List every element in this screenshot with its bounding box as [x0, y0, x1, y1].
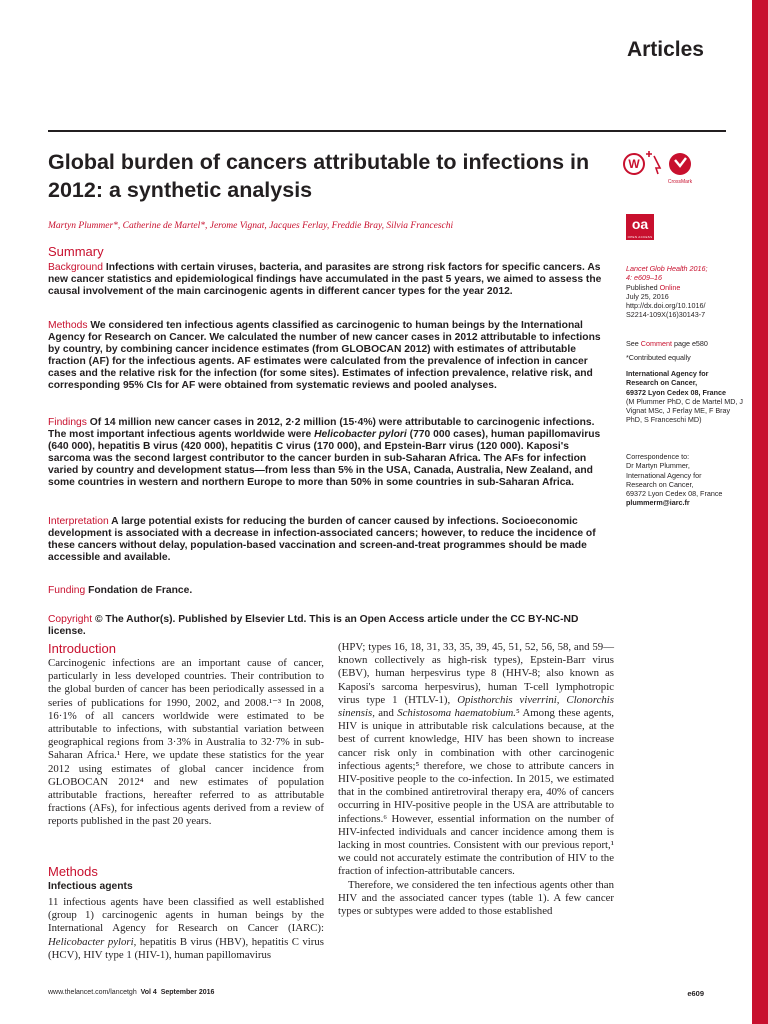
methods-heading: Methods: [48, 864, 98, 879]
summary-heading: Summary: [48, 244, 104, 259]
section-header: Articles: [626, 38, 704, 61]
methods-text: 11 infectious agents have been classified as well established (group 1) carcinogenic agents in human beings by the International Agency for Research on Cancer (IARC): Helicobacter pylori, hepatitis B virus (HBV), hepatitis C virus (HCV), HIV type 1 (HIV-1), human papillomavirus: [48, 896, 324, 961]
email-link[interactable]: plummerm@iarc.fr: [626, 498, 690, 508]
abstract-copyright: Copyright © The Author(s). Published by Elsevier Ltd. This is an Open Access article under the CC BY-NC-ND license.: [48, 614, 579, 638]
abstract-interpretation: Interpretation A large potential exists for reducing the burden of cancer caused by infections. Socioeconomic development is associated with a decrease in infection-associated cancers; however, to reduce the incidence of these cancers without delay, population-based vaccination and screen-and-treat programmes should be made accessible and available.: [48, 516, 596, 564]
abstract-methods: Methods We considered ten infectious agents classified as carcinogenic to human beings by the International Agency for Research on Cancer. We calculated the number of new cancer cases in 2012 attributable to infections by country, by combining cancer incidence estimates (from GLOBOCAN 2012) with estimates of attributable fraction (AF) for the infectious agents. AF estimates were calculated from the prevalence of infection in cancer cases and the relative risk for the infection (for some sites). Estimates of infection prevalence, relative risk, and corresponding 95% CIs for AF were obtained from systematic reviews and pooled analyses.: [48, 320, 601, 392]
online-link[interactable]: Online: [659, 282, 681, 292]
affiliation: International Agency for Research on Cancer, 69372 Lyon Cedex 08, France (M Plummer PhD, C de Martel MD, J Vignat MSc, J Ferlay ME, F Bray PhD, S Franceschi MD): [626, 369, 744, 425]
author-list: Martyn Plummer*, Catherine de Martel*, Jerome Vignat, Jacques Ferlay, Freddie Bray, Silvia Franceschi: [48, 221, 454, 231]
footer-journal-info: www.thelancet.com/lancetgh Vol 4 September 2016: [48, 989, 215, 996]
page-edge-bar: [752, 0, 768, 1024]
doi-link[interactable]: http://dx.doi.org/10.1016/: [626, 301, 706, 311]
infectious-agents-subheading: Infectious agents: [48, 881, 133, 892]
crossmark-label: CrossMark: [667, 179, 693, 185]
article-title: Global burden of cancers attributable to infections in 2012: a synthetic analysis: [48, 150, 590, 202]
introduction-text: Carcinogenic infections are an important cause of cancer, particularly in less developed countries. Their contribution to the global burden of cancer has been periodically assessed in a series of publications for 1990, 2002, and 2008.¹⁻³ In 2008, 16·1% of all cancers worldwide were estimated to be attributable to infections, with substantial variation between geographical regions from 3·3% in Australia to 32·7% in sub-Saharan Africa.¹ Here, we update these statistics for the year 2012 using estimates of global cancer incidence from GLOBOCAN 2012⁴ and new estimates of population attributable fractions, hereafter referred to as attributable fractions (AFs), for infectious agents derived from a review of reports published in the past 20 years.: [48, 657, 324, 828]
contributed-note: *Contributed equally: [626, 353, 691, 362]
abstract-funding: Funding Fondation de France.: [48, 585, 193, 596]
correspondence: Correspondence to: Dr Martyn Plummer, International Agency for Research on Cancer, 69372 Lyon Cedex 08, France plummerm@iarc.fr: [626, 452, 723, 508]
crossmark-icon[interactable]: [622, 150, 700, 186]
introduction-heading: Introduction: [48, 641, 116, 656]
abstract-findings: Findings Of 14 million new cancer cases in 2012, 2·2 million (15·4%) were attributable to carcinogenic infections. The most important infectious agents worldwide were Helicobacter pylori (770 000 cases), human papillomavirus (640 000), hepatitis B virus (420 000), hepatitis C virus (170 000), and Epstein-Barr virus (120 000). Kaposi's sarcoma was the second largest contributor to the cancer burden in sub-Saharan Africa. The AFs for infection varied by country and development status—from less than 5% in the USA, Canada, Australia, New Zealand, and some countries in western and northern Europe to more than 50% in some countries in sub-Saharan Africa.: [48, 417, 601, 489]
svg-text:W: W: [628, 157, 640, 171]
page-number: e609: [687, 989, 704, 998]
abstract-background: Background Infections with certain viruses, bacteria, and parasites are strong risk factors for specific cancers. As new cancer statistics and epidemiological findings have accumulated in the past 5 years, we aimed to assess the causal involvement of the main carcinogenic agents in different cancer types for the year 2012.: [48, 262, 602, 298]
comment-link[interactable]: Comment: [640, 339, 672, 348]
comment-reference: See Comment page e580: [626, 339, 708, 348]
citation-info: Lancet Glob Health 2016; 4: e609–16 Published Online July 25, 2016 http://dx.doi.org/10.1016/ S2214-109X(16)30143-7: [626, 264, 744, 320]
header-rule: [48, 130, 726, 132]
journal-url[interactable]: www.thelancet.com/lancetgh: [48, 989, 137, 996]
right-column-text: (HPV; types 16, 18, 31, 33, 35, 39, 45, 51, 52, 56, 58, and 59—known collectively as high-risk types), Epstein-Barr virus (EBV), human herpesvirus type 8 (HHV-8; also known as Kaposi's sarcoma herpesvirus), human T-cell lymphotropic virus type 1 (HTLV-1), Opisthorchis viverrini, Clonorchis sinensis, and Schistosoma haematobium.⁵ Among these agents, HIV is unique in attributable risk calculations because, at the best of current knowledge, HIV has been shown to increase cancer risk only in combination with other carcinogenic infectious agents;⁵ therefore, we chose to attribute cancers in HIV-positive people to the co-infection. In 2015, we estimated that in the combined antiretroviral therapy era, 40% of cancers occurring in HIV-positive people in the USA are attributable to infections.⁶ However, essential information on the number of HIV-infected individuals and cancer incidence among them is lacking in most countries. Consistent with our previous report,¹ we could not accurately estimate the contribution of HIV to the fraction of infection-attributable cancers. Therefore, we considered the ten infectious agents other than HIV and the associated cancer types (table 1). A few cancer types or subtypes were added to those established: [338, 641, 615, 918]
open-access-badge: oa OPEN ACCESS: [627, 216, 653, 239]
